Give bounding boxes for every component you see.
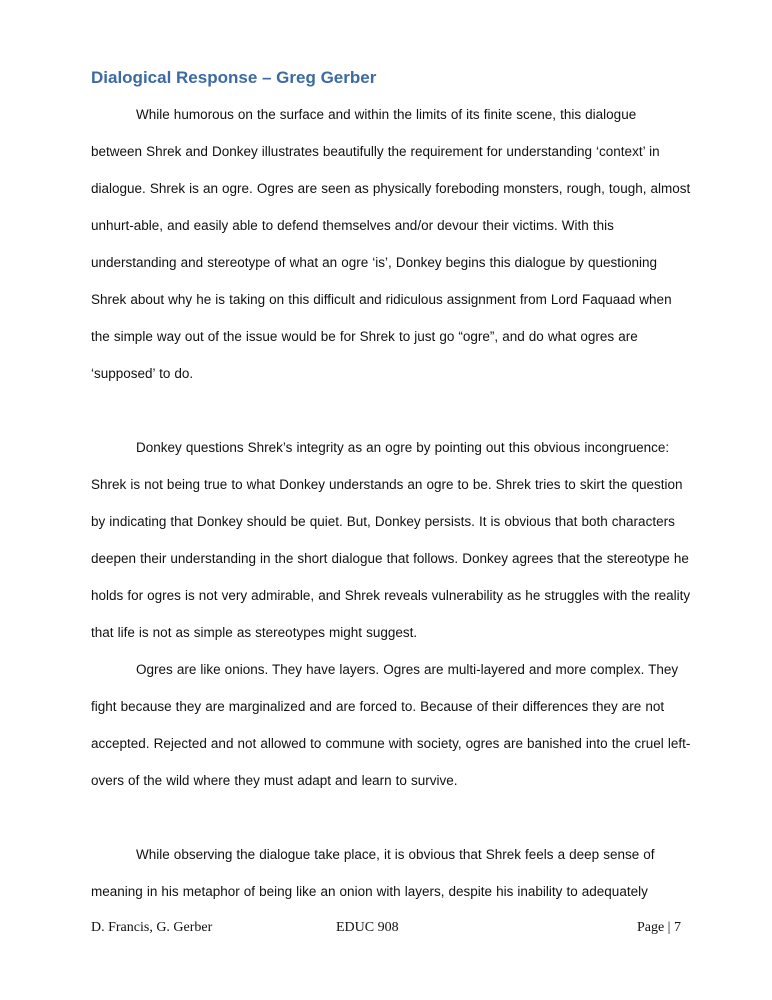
paragraph: While observing the dialogue take place, it is obvious that Shrek feels a deep sense of meaning in his metaphor of being like an onion with layers, despite his inability to adequately (91, 847, 655, 899)
footer-course: EDUC 908 (336, 920, 399, 935)
paragraph-4-block (91, 836, 691, 910)
footer-authors: D. Francis, G. Gerber (91, 920, 213, 935)
section-heading: Dialogical Response – Greg Gerber (91, 68, 377, 87)
paragraph-3-block (91, 651, 691, 799)
page-footer (91, 920, 681, 940)
paragraph-2-block (91, 429, 691, 651)
paragraph: While humorous on the surface and within the limits of its finite scene, this dialogue between Shrek and Donkey illustrates beautifully the requirement for understanding ‘context’ in dialogue. Shrek is an ogre. Ogres are seen as physically foreboding monsters, rough, tough, almost unhurt-able, and easily able to defend themselves and/or devour their victims. With this understanding and stereotype of what an ogre ‘is’, Donkey begins this dialogue by questioning Shrek about why he is taking on this difficult and ridiculous assignment from Lord Faquaad when the simple way out of the issue would be for Shrek to just go “ogre”, and do what ogres are ‘supposed’ to do. (91, 107, 691, 381)
paragraph: Ogres are like onions. They have layers. Ogres are multi-layered and more complex. They fight because they are marginalized and are forced to. Because of their differences they are not accepted. Rejected and not allowed to commune with society, ogres are banished into the cruel left-overs of the wild where they must adapt and learn to survive. (91, 662, 691, 788)
paragraph: Donkey questions Shrek’s integrity as an ogre by pointing out this obvious incongruence: Shrek is not being true to what Donkey understands an ogre to be. Shrek tries to skirt the question by indicating that Donkey should be quiet. But, Donkey persists. It is obvious that both characters deepen their understanding in the short dialogue that follows. Donkey agrees that the stereotype he holds for ogres is not very admirable, and Shrek reveals vulnerability as he struggles with the reality that life is not as simple as stereotypes might suggest. (91, 440, 691, 640)
footer-page-number: Page | 7 (636, 920, 681, 935)
paragraph-1-block (91, 96, 691, 392)
